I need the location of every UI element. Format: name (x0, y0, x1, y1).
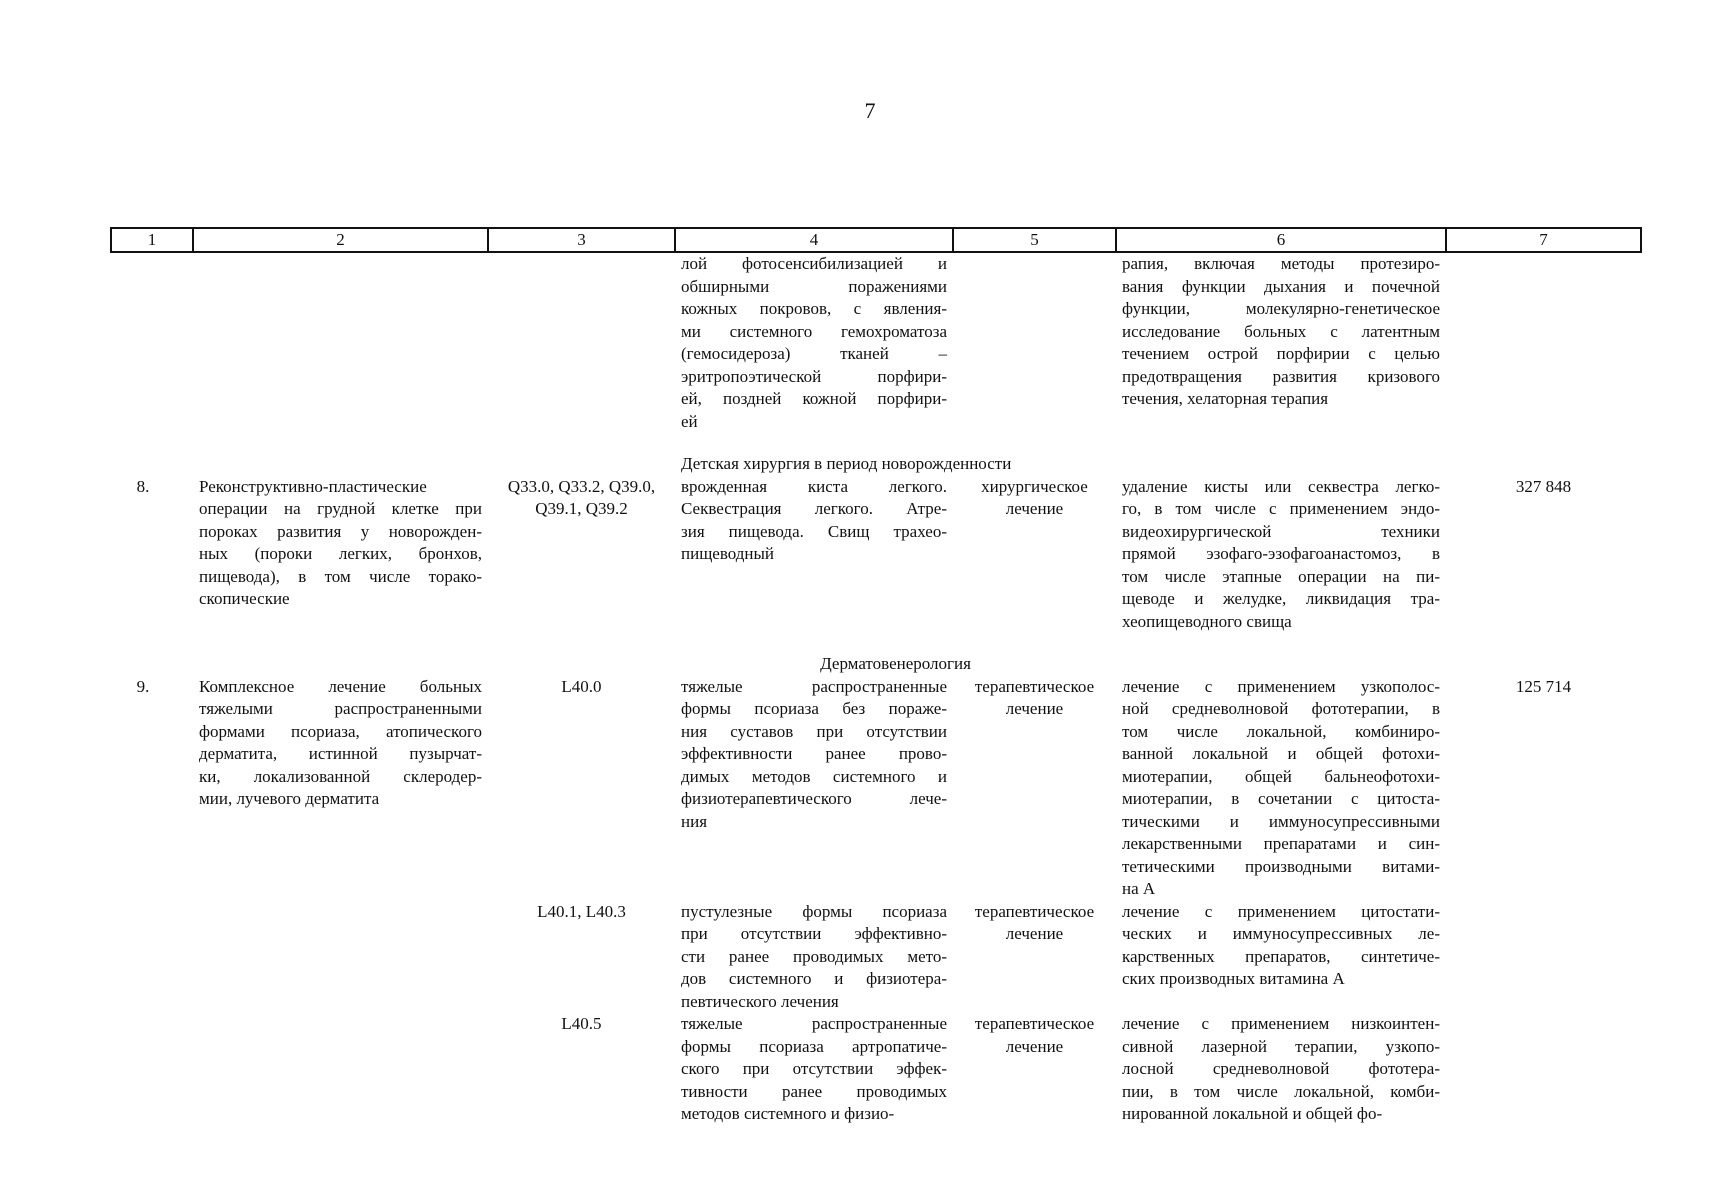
header-col-3: 3 (488, 228, 675, 252)
text-line: лечение с применением низкоинтен- (1122, 1014, 1440, 1033)
text-line: лечение (1005, 1036, 1064, 1056)
treatment-method-cell (1116, 901, 1446, 1014)
text-line: том числе этапные операции на пи- (1122, 566, 1440, 586)
text-line: течением острой порфирии с целью (1122, 344, 1440, 363)
patient-model-cell (675, 1013, 953, 1126)
text-line: тяжелыми распространенными (199, 699, 482, 718)
table-row (111, 476, 1641, 634)
table-row (111, 1013, 1641, 1126)
header-col-2: 2 (193, 228, 488, 252)
continued-method-cell (1116, 252, 1446, 433)
service-name-cell (193, 901, 488, 1014)
cost-cell (1446, 901, 1641, 1014)
text-line: тическими и иммуносупрессивными (1122, 811, 1440, 831)
text-line: ского при отсутствии эффек- (681, 1059, 947, 1078)
text-line: Реконструктивно-пластические (199, 476, 427, 496)
text-line: формами псориаза, атопического (199, 721, 482, 741)
header-col-7: 7 (1446, 228, 1641, 252)
text-line: эффективности ранее прово- (681, 744, 947, 763)
text-line: скопические (199, 589, 290, 608)
text-line: пищевода), в том числе торако- (199, 566, 482, 586)
text-line: операции на грудной клетке при (199, 499, 482, 518)
text-line: тивности ранее проводимых (681, 1081, 947, 1101)
text-line: миотерапии, в сочетании с цитоста- (1122, 789, 1440, 808)
text-line: ной средневолновой фототерапии, в (1122, 699, 1440, 718)
text-line: сивной лазерной терапии, узкопо- (1122, 1036, 1440, 1056)
text-line: лой фотосенсибилизацией и (681, 254, 947, 273)
text-line: Комплексное лечение больных (199, 676, 482, 696)
header-col-1: 1 (111, 228, 193, 252)
text-line: карственных препаратов, синтетиче- (1122, 946, 1440, 966)
text-line: димых методов системного и (681, 766, 947, 786)
row-number: 9. (136, 676, 150, 696)
cost-cell: 125 714 (1515, 676, 1572, 696)
text-line: физиотерапевтического лече- (681, 789, 947, 808)
text-line: рапия, включая методы протезиро- (1122, 254, 1440, 273)
text-line: ванной локальной и общей фотохи- (1122, 744, 1440, 763)
page-number: 7 (864, 98, 876, 123)
text-line: при отсутствии эффективно- (681, 924, 947, 943)
treatment-type-cell (953, 676, 1116, 901)
text-line: Секвестрация легкого. Атре- (681, 499, 947, 518)
text-line: ных (пороки легких, бронхов, (199, 544, 482, 563)
patient-model-cell (675, 476, 953, 634)
text-line: ских производных витамина А (1122, 969, 1345, 988)
text-line: удаление кисты или секвестра легко- (1122, 476, 1440, 496)
text-line: ей, поздней кожной порфири- (681, 389, 947, 408)
text-line: хирургическое (981, 476, 1088, 496)
treatment-type-cell (953, 476, 1116, 634)
text-line: ми системного гемохроматоза (681, 321, 947, 341)
header-col-5: 5 (953, 228, 1116, 252)
text-line: вания функции дыхания и почечной (1122, 276, 1440, 296)
icd-codes-cell (488, 901, 675, 1014)
text-line: ния (681, 811, 708, 831)
text-line: видеохирургической техники (1122, 521, 1440, 541)
service-name-cell (193, 476, 488, 634)
table-header (111, 228, 1641, 252)
text-line: эритропоэтической порфири- (681, 366, 947, 386)
text-line: исследование больных с латентным (1122, 321, 1440, 341)
icd-codes-cell (488, 676, 675, 901)
text-line: пустулезные формы псориаза (681, 901, 947, 921)
treatment-method-cell (1116, 476, 1446, 634)
section-title: Детская хирургия в период новорожденности (681, 454, 1012, 473)
table-body (111, 252, 1641, 1126)
text-line: прямой эзофаго-эзофагоанастомоз, в (1122, 544, 1440, 563)
section-heading-row (111, 433, 1641, 476)
text-line: лечение с применением узкополос- (1122, 676, 1440, 696)
text-line: певтического лечения (681, 991, 839, 1011)
row-number: 8. (136, 476, 150, 496)
text-line: лекарственными препаратами и син- (1122, 834, 1440, 853)
text-line: врожденная киста легкого. (681, 476, 947, 496)
text-line: пии, в том числе локальной, комби- (1122, 1081, 1440, 1101)
service-name-cell (193, 676, 488, 901)
text-line: течения, хелаторная терапия (1122, 389, 1329, 408)
text-line: L40.0 (561, 676, 602, 696)
text-line: формы псориаза без пораже- (681, 699, 947, 718)
text-line: тяжелые распространенные (681, 1014, 947, 1033)
text-line: тяжелые распространенные (681, 676, 947, 696)
text-line: предотвращения развития кризового (1122, 366, 1440, 386)
section-title: Дерматовенерология (820, 654, 971, 673)
text-line: лечение (1005, 924, 1064, 943)
text-line: кожных покровов, с явления- (681, 299, 947, 318)
text-line: лосной средневолновой фототера- (1122, 1059, 1440, 1078)
cost-cell (1446, 1013, 1641, 1126)
text-line: ния суставов при отсутствии (681, 721, 947, 741)
services-table (110, 227, 1642, 1126)
table-row (111, 676, 1641, 901)
text-line: том числе локальной, комбиниро- (1122, 721, 1440, 741)
text-line: хеопищеводного свища (1122, 611, 1292, 631)
table-row (111, 901, 1641, 1014)
text-line: мии, лучевого дерматита (199, 789, 380, 808)
treatment-type-cell (953, 1013, 1116, 1126)
icd-codes-cell (488, 1013, 675, 1126)
text-line: методов системного и физио- (681, 1104, 895, 1123)
text-line: функции, молекулярно-генетическое (1122, 299, 1440, 318)
text-line: нированной локальной и общей фо- (1122, 1104, 1383, 1123)
text-line: лечение с применением цитостати- (1122, 901, 1440, 921)
patient-model-cell (675, 901, 953, 1014)
text-line: Q39.1, Q39.2 (535, 499, 628, 518)
continued-model-cell (675, 252, 953, 433)
treatment-type-cell (953, 901, 1116, 1014)
row-number (111, 1013, 193, 1126)
text-line: го, в том числе с применением эндо- (1122, 499, 1440, 518)
text-line: (гемосидероза) тканей – (681, 344, 947, 363)
text-line: на А (1122, 879, 1156, 898)
treatment-method-cell (1116, 1013, 1446, 1126)
text-line: терапевтическое (974, 676, 1095, 696)
text-line: формы псориаза артропатиче- (681, 1036, 947, 1056)
cost-cell: 327 848 (1515, 476, 1572, 496)
text-line: обширными поражениями (681, 276, 947, 296)
section-heading-row (111, 633, 1641, 676)
text-line: ки, локализованной склеродер- (199, 766, 482, 786)
text-line: терапевтическое (974, 901, 1095, 921)
text-line: зия пищевода. Свищ трахео- (681, 521, 947, 541)
text-line: лечение (1005, 499, 1064, 518)
header-col-4: 4 (675, 228, 953, 252)
text-line: щеводе и желудке, ликвидация тра- (1122, 589, 1440, 608)
text-line: ей (681, 411, 698, 431)
text-line: дерматита, истинной пузырчат- (199, 744, 482, 763)
patient-model-cell (675, 676, 953, 901)
icd-codes-cell (488, 476, 675, 634)
text-line: L40.5 (561, 1014, 602, 1033)
text-line: L40.1, L40.3 (537, 901, 626, 921)
continued-row (111, 252, 1641, 433)
text-line: дов системного и физиотера- (681, 969, 947, 988)
text-line: пороках развития у новорожден- (199, 521, 482, 541)
header-col-6: 6 (1116, 228, 1446, 252)
treatment-method-cell (1116, 676, 1446, 901)
text-line: терапевтическое (974, 1014, 1095, 1033)
row-number (111, 901, 193, 1014)
service-name-cell (193, 1013, 488, 1126)
text-line: ческих и иммуносупрессивных ле- (1122, 924, 1440, 943)
text-line: миотерапии, общей бальнеофотохи- (1122, 766, 1440, 786)
text-line: лечение (1005, 699, 1064, 718)
text-line: сти ранее проводимых мето- (681, 946, 947, 966)
text-line: пищеводный (681, 544, 775, 563)
text-line: Q33.0, Q33.2, Q39.0, (507, 476, 656, 496)
text-line: тетическими производными витами- (1122, 856, 1440, 876)
